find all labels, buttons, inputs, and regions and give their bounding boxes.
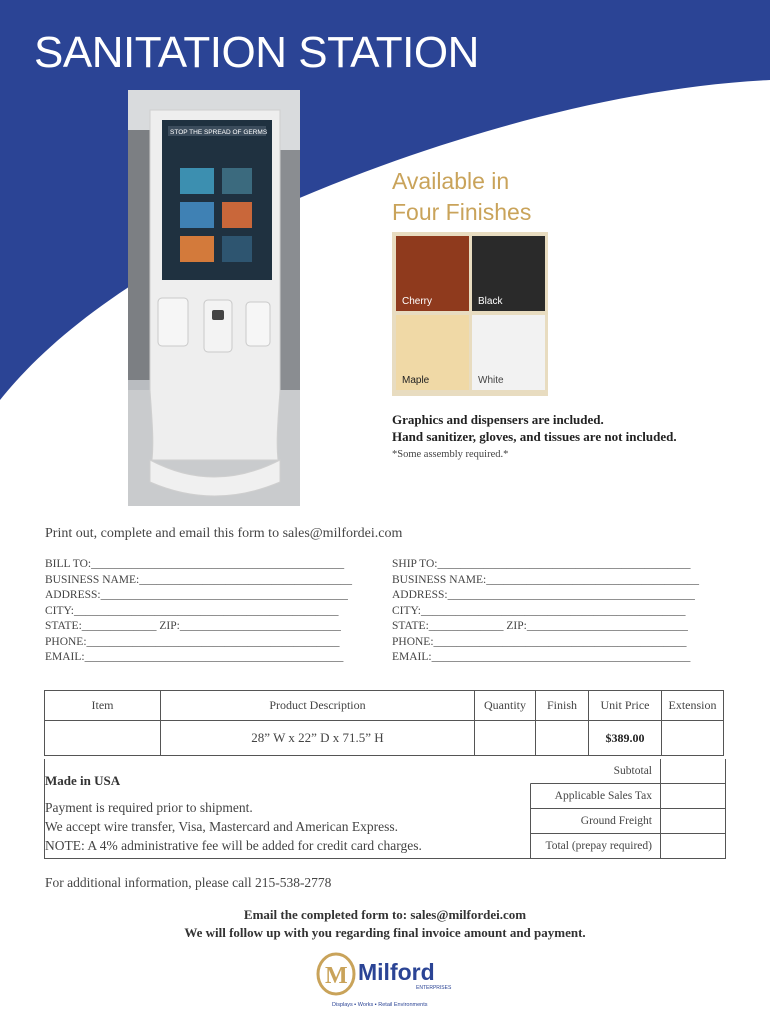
sales-tax-label: Applicable Sales Tax [554,790,652,802]
col-unit-price: Unit Price [589,691,662,721]
svg-text:ENTERPRISES: ENTERPRISES [416,985,452,991]
cell-quantity [475,721,536,756]
cell-unit-price: $389.00 [589,721,662,756]
ship-state-zip-field: STATE:_____________ ZIP:____________________________ [392,620,688,632]
ship-phone-field: PHONE:____________________________________________ [392,635,687,648]
total-label: Total (prepay required) [545,840,652,852]
included-note: Graphics and dispensers are included. Hand sanitizer, gloves, and tissues are not included. [392,412,677,444]
form-instruction: Print out, complete and email this form to sales@milfordei.com [45,526,403,541]
ship-to-field: SHIP TO:____________________________________________ [392,558,691,570]
ship-city-field: CITY:______________________________________________ [392,604,686,617]
cell-description: 28” W x 22” D x 71.5” H [161,721,475,756]
payment-terms: Payment is required prior to shipment. We accept wire transfer, Visa, Mastercard and American Express. NOTE: A 4% administrative fee will be added for credit card charges. [45,800,422,853]
milford-logo [314,950,464,1010]
finishes-title: Available in Four Finishes [392,168,532,225]
svg-text:Displays ▪ Works ▪ Retail: Displays ▪ Works ▪ Retail Environments [332,1002,428,1008]
bill-business-field: BUSINESS NAME:_____________________________________ [45,573,353,586]
bill-phone-field: PHONE:____________________________________________ [45,635,340,648]
freight-label: Ground Freight [580,815,652,827]
bill-email-field: EMAIL:_____________________________________________ [45,651,344,663]
finish-swatches [392,232,548,396]
ship-to-block [392,557,699,666]
swatch-black: Black [472,236,545,311]
cell-extension [662,721,724,756]
col-finish: Finish [536,691,589,721]
product-photo [128,90,300,506]
email-callout: Email the completed form to: sales@milfordei.com We will follow up with you regarding final invoice amount and payment. [184,907,586,940]
swatch-maple: Maple [396,315,469,390]
subtotal-label: Subtotal [613,765,652,777]
ship-address-field: ADDRESS:___________________________________________ [392,589,695,601]
assembly-note: *Some assembly required.* [392,449,509,460]
table-row [45,721,724,756]
bill-to-field: BILL TO:____________________________________________ [45,558,345,570]
svg-text:Milford: Milford [358,959,435,985]
swatch-white: White [472,315,545,390]
col-item: Item [45,691,161,721]
swatch-cherry: Cherry [396,236,469,311]
col-extension: Extension [662,691,724,721]
col-description: Product Description [161,691,475,721]
svg-text:M: M [325,963,348,989]
page-title: SANITATION STATION [34,28,479,77]
ship-business-field: BUSINESS NAME:_____________________________________ [392,573,700,586]
poster-heading: STOP THE SPREAD OF GERMS [170,129,268,136]
col-quantity: Quantity [475,691,536,721]
ship-email-field: EMAIL:_____________________________________________ [392,651,691,663]
order-table [44,690,724,756]
cell-item [45,721,161,756]
bill-city-field: CITY:______________________________________________ [45,604,339,617]
made-in-usa: Made in USA [45,773,121,788]
more-info: For additional information, please call 215-538-2778 [45,875,332,890]
bill-address-field: ADDRESS:___________________________________________ [45,589,348,601]
bill-state-zip-field: STATE:_____________ ZIP:____________________________ [45,620,341,632]
table-header-row [45,691,724,721]
bill-to-block [45,557,352,666]
cell-finish [536,721,589,756]
